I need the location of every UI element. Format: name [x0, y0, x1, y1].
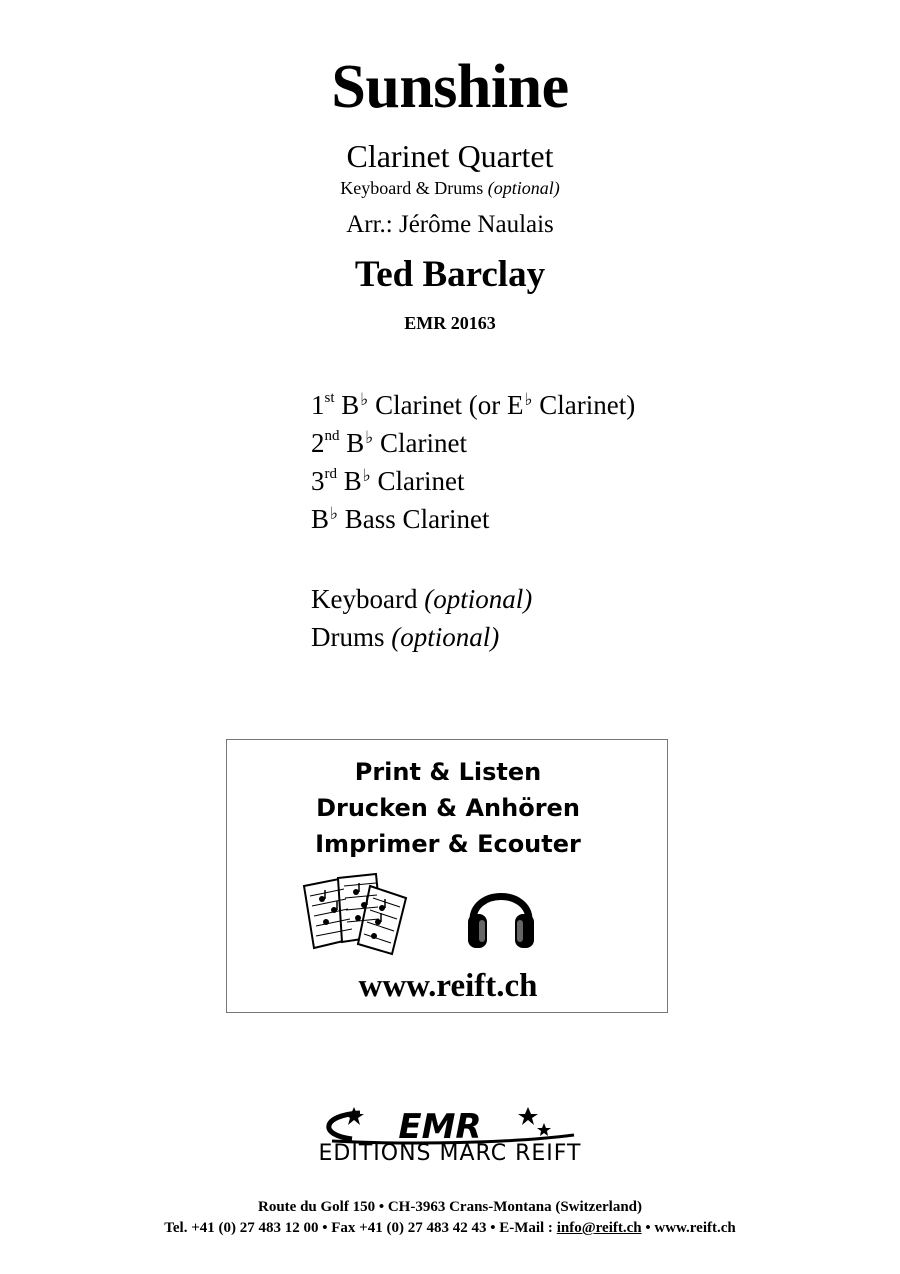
instrumentation-note-text: Keyboard & Drums — [340, 178, 484, 198]
headphones-icon — [465, 876, 537, 957]
instrument-2: 2nd B♭ Clarinet — [311, 428, 468, 458]
instrument-3: 3rd B♭ Clarinet — [311, 466, 465, 496]
composer: Ted Barclay — [354, 254, 546, 295]
subtitle: Clarinet Quartet — [346, 138, 554, 174]
email-link[interactable]: info@reift.ch — [556, 1220, 642, 1236]
promo-line-de: Drucken & Anhören — [316, 794, 580, 822]
instrument-4: B♭ Bass Clarinet — [311, 504, 490, 534]
optional-part-drums: Drums (optional) — [311, 622, 500, 652]
svg-text:EMR: EMR — [398, 1107, 482, 1145]
sheet-music-icon — [300, 872, 412, 961]
instrumentation-note — [0, 178, 900, 199]
publisher-address: Route du Golf 150 • CH-3963 Crans-Montana (Switzerland) — [258, 1199, 642, 1215]
publisher-name: EDITIONS MARC REIFT — [318, 1141, 582, 1166]
optional-part-keyboard: Keyboard (optional) — [311, 584, 533, 614]
publisher-contact: Tel. +41 (0) 27 483 12 00 • Fax +41 (0) 27 483 42 43 • E-Mail : info@reift.ch • www.reift.ch — [164, 1220, 736, 1236]
instrument-1: 1st B♭ Clarinet (or E♭ Clarinet) — [311, 390, 636, 420]
promo-url[interactable]: www.reift.ch — [358, 968, 538, 1004]
promo-line-fr: Imprimer & Ecouter — [315, 830, 581, 858]
arranger: Arr.: Jérôme Naulais — [346, 211, 554, 238]
print-listen-box — [226, 739, 668, 1013]
instrumentation-note-optional: (optional) — [487, 178, 560, 198]
promo-line-en: Print & Listen — [354, 758, 542, 786]
title: Sunshine — [331, 53, 569, 121]
catalog-number: EMR 20163 — [404, 313, 496, 333]
